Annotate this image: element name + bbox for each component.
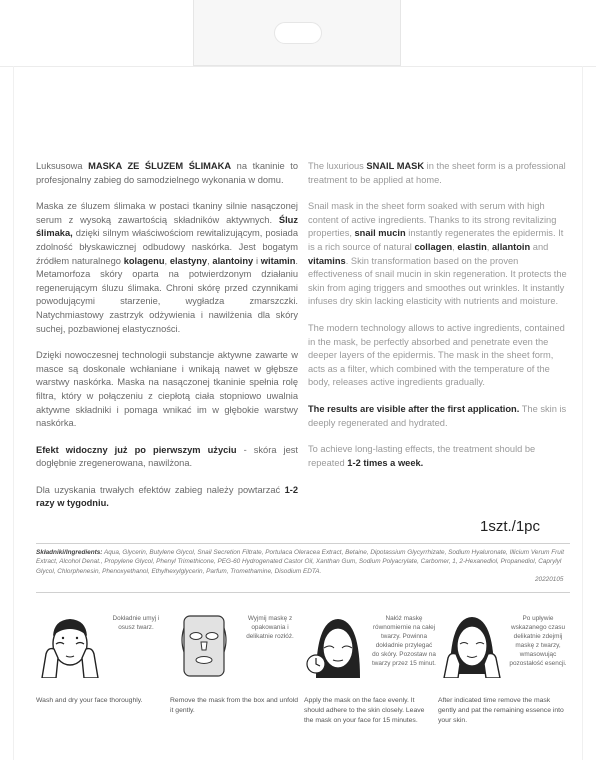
usage-step-4	[438, 604, 570, 724]
emphasis-text: vitamins	[308, 255, 346, 266]
body-text: in the sheet form is a professional treatment to be applied at home.	[308, 161, 566, 185]
emphasis-text: witamin	[260, 255, 296, 266]
step-4-polish: Po upływie wskazanego czasu delikatnie zdejmij maskę z twarzy, wmasowując pozostałość esencji.	[509, 615, 567, 667]
body-text: The luxurious	[308, 161, 367, 171]
emphasis-text: allantoin	[491, 241, 531, 252]
step-1-english: Wash and dry your face thoroughly.	[36, 697, 143, 704]
rich-paragraph	[36, 200, 298, 336]
rich-paragraph	[36, 444, 298, 471]
rich-paragraph	[308, 200, 570, 309]
rich-paragraph	[308, 322, 570, 390]
usage-steps	[36, 604, 570, 724]
emphasis-text: snail mucin	[354, 228, 406, 239]
sheet-mask-icon	[170, 614, 238, 678]
body-text: ,	[207, 255, 213, 266]
body-text: dzięki silnym właściwościom rewitalizującym, posiada zdolność błyskawicznej odbudowy naskórka. Jest bogatym źródłem naturalnego	[36, 228, 298, 266]
body-text: ,	[164, 255, 170, 266]
face-massage-icon	[438, 614, 506, 678]
quantity-label: 1szt./1pc	[480, 518, 541, 535]
divider	[13, 66, 14, 760]
usage-step-1	[36, 604, 168, 724]
rich-paragraph	[308, 403, 570, 430]
divider	[0, 66, 596, 67]
emphasis-text: SNAIL MASK	[366, 161, 425, 171]
divider	[36, 592, 570, 593]
body-text: - skóra jest dogłębnie zregenerowana, nawilżona.	[36, 444, 299, 469]
body-text: and	[530, 241, 549, 252]
emphasis-text: elastyny	[169, 255, 208, 266]
body-text: . Skin transformation based on the proven effectiveness of snail mucin in skin regeneration. It protects the skin from aging triggers and smoothes out wrinkles. It instantly infuses dry skin lacking elasticity with nutrients and moisture.	[308, 255, 567, 307]
body-text: na tkaninie to profesjonalny zabieg do samodzielnego wykonania w domu.	[36, 161, 298, 185]
emphasis-text: Efekt widoczny już po pierwszym użyciu	[36, 444, 237, 455]
step-4-english: After indicated time remove the mask gently and pat the remaining essence into your skin.	[438, 697, 564, 724]
ingredients-label: Składniki/Ingredients:	[36, 549, 103, 556]
emphasis-text: The results are visible after the first application.	[308, 403, 520, 414]
body-text: ,	[486, 241, 492, 252]
ingredients-list	[36, 548, 570, 576]
body-text: Dla uzyskania trwałych efektów zabieg należy powtarzać	[36, 484, 285, 495]
rich-paragraph	[308, 160, 570, 187]
body-text: ,	[452, 241, 458, 252]
body-text: To achieve long-lasting effects, the treatment should be repeated	[308, 444, 536, 468]
body-text: i	[253, 255, 261, 266]
hang-hole	[274, 22, 322, 44]
face-washing-icon	[36, 614, 104, 678]
step-3-polish: Nałóż maskę równomiernie na całej twarzy. Powinna dokładnie przylegać do skóry. Pozostaw na twarzy przez 15 minut.	[372, 615, 436, 667]
body-text: The skin is deeply regenerated and hydrated.	[308, 403, 567, 428]
emphasis-text: elastin	[457, 241, 487, 252]
step-2-english: Remove the mask from the box and unfold it gently.	[170, 697, 299, 714]
body-text: Maska ze śluzem ślimaka w postaci tkaniny silnie nasączonej serum z wysoką zawartością składników aktywnych.	[36, 201, 298, 225]
rich-paragraph	[36, 349, 298, 431]
emphasis-text: collagen	[414, 241, 453, 252]
body-text: The modern technology allows to active ingredients, contained in the mask, be perfectly absorbed and penetrate even the deeper layers of the epidermis. The mask in the sheet form, acts as a filter, which combined with the temperature of the body, releases active ingredients gradually.	[308, 322, 565, 388]
face-with-mask-icon	[304, 614, 372, 678]
rich-paragraph	[308, 443, 570, 470]
emphasis-text: kolagenu	[123, 255, 165, 266]
body-text: Snail mask in the sheet form soaked with serum with high content of active ingredients. Thanks to its strong revitalizing properties,	[308, 201, 557, 239]
batch-number: 20220105	[535, 576, 564, 583]
divider	[582, 66, 583, 760]
hang-tab	[193, 0, 401, 66]
usage-step-3	[304, 604, 436, 724]
body-text: . Metamorfoza skóry oparta na potwierdzonym działaniu regenerującym śluzu ślimaka. Chroni skórę przed czynnikami powodującymi starzenie, wygładza zmarszczki. Natychmiastowy zastrzyk odżywienia i nawilżenia dla skóry suchej, pozbawionej elastyczności.	[36, 255, 298, 334]
polish-description	[36, 160, 298, 524]
step-1-polish: Dokładnie umyj i osusz twarz.	[112, 615, 160, 631]
emphasis-text: MASKA ZE ŚLUZEM ŚLIMAKA	[88, 161, 232, 171]
rich-paragraph	[36, 160, 298, 187]
emphasis-text: alantoiny	[212, 255, 254, 266]
body-text: Luksusowa	[36, 161, 89, 171]
emphasis-text: 1-2 razy w tygodniu.	[36, 484, 298, 509]
step-3-english: Apply the mask on the face evenly. It should adhere to the skin closely. Leave the mask on your face for 15 minutes.	[304, 697, 425, 724]
emphasis-text: 1-2 times a week.	[347, 457, 424, 468]
body-text: Dzięki nowoczesnej technologii substancje aktywne zawarte w masce są doskonale wchłaniane i wnikają nawet w głębsze warstwy naskórka. Maska na nasączonej tkaninie spełnia rolę filtra, który w połączeniu z ciepłotą ciała stopniowo uwalnia aktywne składniki i pomaga wnikać im w głębokie warstwy naskórka.	[36, 350, 298, 429]
body-text: instantly regenerates the epidermis. It is a rich source of natural	[308, 228, 564, 252]
rich-paragraph	[36, 484, 298, 511]
usage-step-2	[170, 604, 302, 724]
step-2-polish: Wyjmij maskę z opakowania i delikatnie rozłóż.	[246, 615, 294, 640]
divider	[36, 543, 570, 544]
english-description	[308, 160, 570, 483]
emphasis-text: Śluz ślimaka,	[36, 214, 298, 239]
ingredients-text: Aqua, Glycerin, Butylene Glycol, Snail Secretion Filtrate, Portulaca Oleracea Extract, Betaine, Dipotassium Glycyrrhizate, Sodium Hyaluronate, Illicium Verum Fruit Extract, Alcohol Denat., Propylene Glycol, Phenyl Trimethicone, PEG-60 Hydrogenated Castor Oil, Xanthan Gum, Sodium Polyacrylate, Carbomer, 1, 2-Hexanediol, Propanediol, Caprylyl Glycol, Chlorphenesin, Phenoxyethanol, Ethylhexylglycerin, Parfum, Tromethamine, Disodium EDTA.	[36, 549, 565, 575]
